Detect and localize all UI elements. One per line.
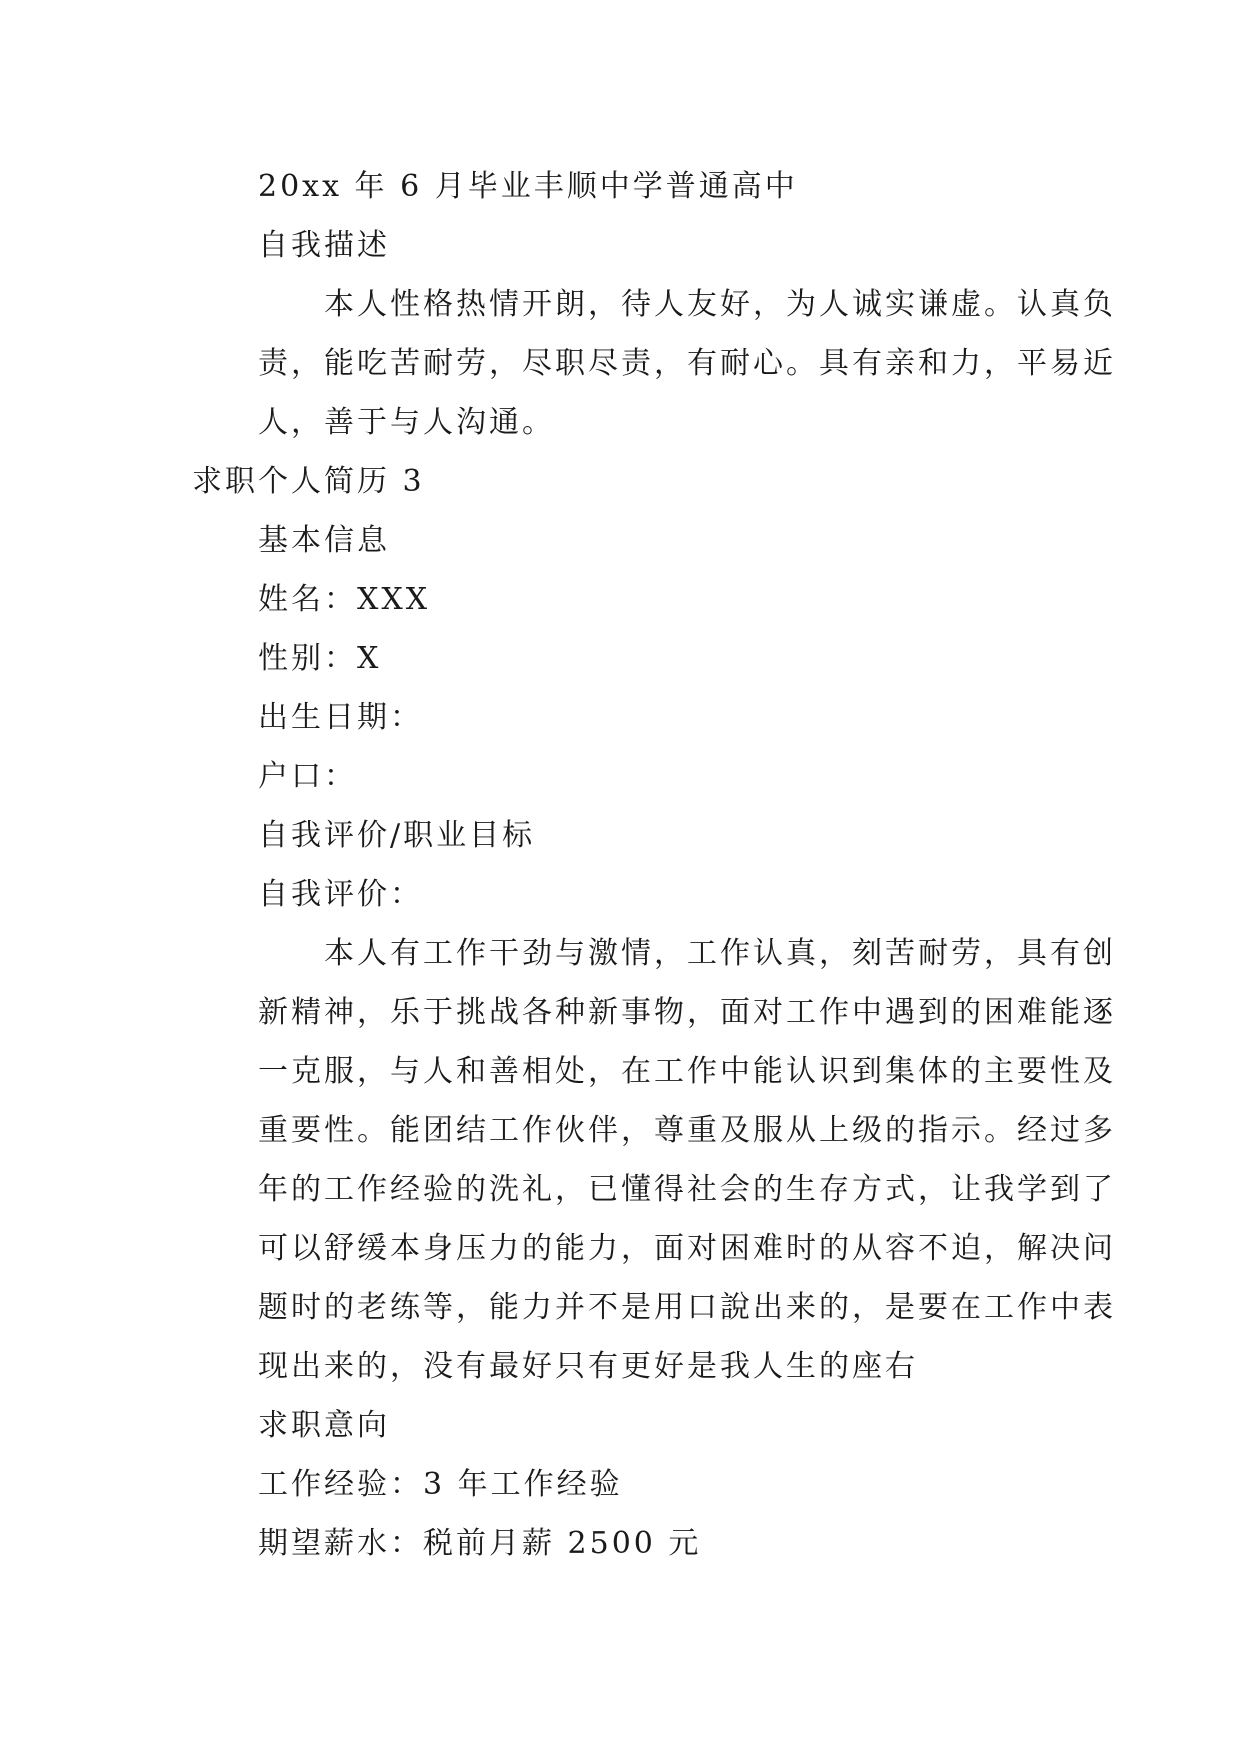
salary-field: 期望薪水：税前月薪 2500 元 (258, 1526, 702, 1561)
paragraph-line: 人，善于与人沟通。 (258, 405, 555, 440)
paragraph-line: 本人性格热情开朗，待人友好，为人诚实谦虚。认真负 (324, 287, 1116, 322)
basic-info-heading: 基本信息 (258, 523, 390, 558)
self-description-paragraph (192, 275, 1116, 452)
experience-field: 工作经验：3 年工作经验 (258, 1467, 623, 1502)
intention-heading: 求职意向 (258, 1408, 390, 1443)
paragraph-line: 一克服，与人和善相处，在工作中能认识到集体的主要性及 (258, 1054, 1116, 1089)
evaluation-subheading: 自我评价： (258, 877, 423, 912)
paragraph-line: 本人有工作干劲与激情，工作认真，刻苦耐劳，具有创 (324, 936, 1116, 971)
education-line: 20xx 年 6 月毕业丰顺中学普通高中 (258, 169, 798, 204)
paragraph-line: 新精神，乐于挑战各种新事物，面对工作中遇到的困难能逐 (258, 995, 1116, 1030)
paragraph-line: 可以舒缓本身压力的能力，面对困难时的从容不迫，解决问 (258, 1231, 1116, 1266)
hukou-field: 户口： (258, 759, 357, 794)
evaluation-paragraph (192, 924, 1116, 1396)
name-field: 姓名：XXX (258, 582, 431, 617)
paragraph-line: 题时的老练等，能力并不是用口說出来的，是要在工作中表 (258, 1290, 1116, 1325)
evaluation-heading: 自我评价/职业目标 (258, 818, 536, 853)
resume-title: 求职个人简历 3 (192, 464, 425, 499)
self-description-heading: 自我描述 (258, 228, 390, 263)
gender-field: 性别：X (258, 641, 382, 676)
birth-date-field: 出生日期： (258, 700, 423, 735)
document-page (192, 157, 1116, 1573)
paragraph-line: 现出来的，没有最好只有更好是我人生的座右 (258, 1349, 918, 1384)
paragraph-line: 年的工作经验的洗礼，已懂得社会的生存方式，让我学到了 (258, 1172, 1116, 1207)
paragraph-line: 责，能吃苦耐劳，尽职尽责，有耐心。具有亲和力，平易近 (258, 346, 1116, 381)
paragraph-line: 重要性。能团结工作伙伴，尊重及服从上级的指示。经过多 (258, 1113, 1116, 1148)
